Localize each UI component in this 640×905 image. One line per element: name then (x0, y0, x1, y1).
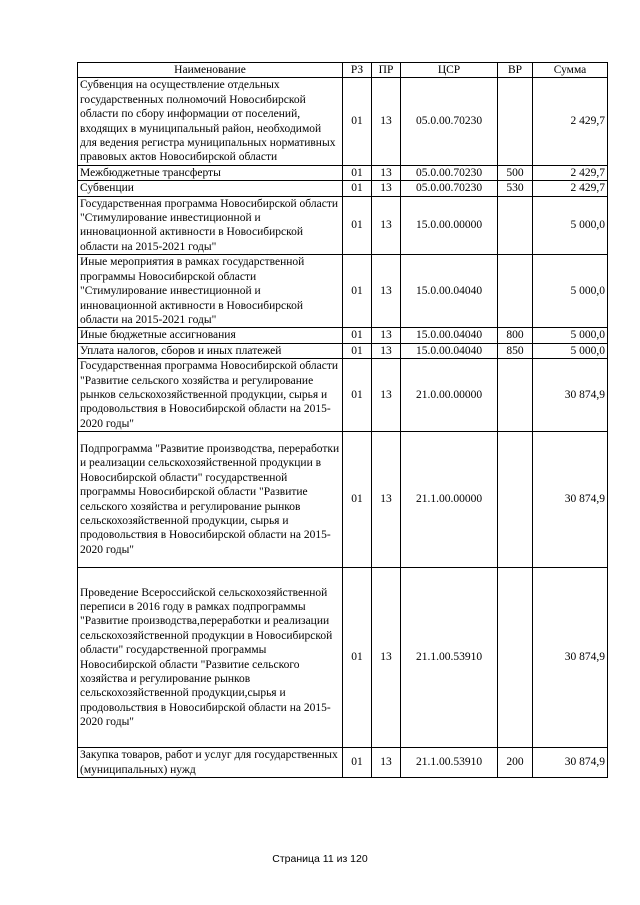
cell-sum: 5 000,0 (533, 196, 608, 255)
cell-vr: 500 (498, 165, 533, 180)
header-name: Наименование (78, 63, 343, 78)
cell-rz: 01 (343, 328, 372, 343)
table-row (78, 165, 608, 180)
cell-name: Государственная программа Новосибирской области "Развитие сельского хозяйства и регулирование рынков сельскохозяйственной продукции, сырья и продовольствия в Новосибирской области на 2015-2020 годы" (78, 359, 343, 432)
cell-csr: 21.1.00.53910 (401, 568, 498, 748)
table-row (78, 343, 608, 358)
cell-vr: 850 (498, 343, 533, 358)
table-row (78, 748, 608, 778)
cell-name: Государственная программа Новосибирской области "Стимулирование инвестиционной и инновационной активности в Новосибирской области на 2015-2021 годы" (78, 196, 343, 255)
cell-pr: 13 (372, 255, 401, 328)
cell-pr: 13 (372, 165, 401, 180)
page-number: Страница 11 из 120 (272, 853, 368, 865)
cell-rz: 01 (343, 432, 372, 568)
table-row (78, 359, 608, 432)
cell-rz: 01 (343, 255, 372, 328)
cell-vr: 530 (498, 181, 533, 196)
cell-pr: 13 (372, 748, 401, 778)
cell-vr (498, 568, 533, 748)
header-vr: ВР (498, 63, 533, 78)
cell-sum: 30 874,9 (533, 748, 608, 778)
cell-vr: 800 (498, 328, 533, 343)
cell-csr: 21.1.00.00000 (401, 432, 498, 568)
cell-rz: 01 (343, 165, 372, 180)
cell-rz: 01 (343, 359, 372, 432)
cell-csr: 15.0.00.04040 (401, 255, 498, 328)
cell-rz: 01 (343, 343, 372, 358)
header-rz: РЗ (343, 63, 372, 78)
cell-sum: 30 874,9 (533, 432, 608, 568)
table-row (78, 181, 608, 196)
table-row (78, 255, 608, 328)
cell-rz: 01 (343, 78, 372, 165)
cell-vr: 200 (498, 748, 533, 778)
cell-vr (498, 255, 533, 328)
cell-sum: 5 000,0 (533, 255, 608, 328)
cell-pr: 13 (372, 196, 401, 255)
cell-vr (498, 78, 533, 165)
cell-pr: 13 (372, 328, 401, 343)
cell-csr: 21.1.00.53910 (401, 748, 498, 778)
cell-name: Межбюджетные трансферты (78, 165, 343, 180)
header-csr: ЦСР (401, 63, 498, 78)
cell-sum: 30 874,9 (533, 359, 608, 432)
cell-rz: 01 (343, 568, 372, 748)
cell-csr: 15.0.00.04040 (401, 328, 498, 343)
budget-table (77, 62, 608, 778)
cell-name: Субвенции (78, 181, 343, 196)
cell-rz: 01 (343, 748, 372, 778)
table-row (78, 78, 608, 165)
cell-csr: 05.0.00.70230 (401, 78, 498, 165)
cell-sum: 30 874,9 (533, 568, 608, 748)
cell-pr: 13 (372, 568, 401, 748)
cell-rz: 01 (343, 181, 372, 196)
cell-csr: 05.0.00.70230 (401, 165, 498, 180)
cell-pr: 13 (372, 181, 401, 196)
table-row (78, 196, 608, 255)
cell-csr: 15.0.00.04040 (401, 343, 498, 358)
cell-sum: 5 000,0 (533, 328, 608, 343)
cell-pr: 13 (372, 343, 401, 358)
cell-name: Закупка товаров, работ и услуг для государственных (муниципальных) нужд (78, 748, 343, 778)
page-footer (0, 853, 640, 865)
table-row (78, 328, 608, 343)
table-header-row (78, 63, 608, 78)
cell-name: Иные мероприятия в рамках государственной программы Новосибирской области "Стимулирование инвестиционной и инновационной активности в Новосибирской области на 2015-2021 годы" (78, 255, 343, 328)
cell-sum: 5 000,0 (533, 343, 608, 358)
cell-sum: 2 429,7 (533, 181, 608, 196)
cell-rz: 01 (343, 196, 372, 255)
cell-pr: 13 (372, 359, 401, 432)
cell-pr: 13 (372, 432, 401, 568)
table-row (78, 568, 608, 748)
cell-csr: 21.0.00.00000 (401, 359, 498, 432)
cell-name: Уплата налогов, сборов и иных платежей (78, 343, 343, 358)
cell-vr (498, 359, 533, 432)
cell-name: Подпрограмма "Развитие производства, переработки и реализации сельскохозяйственной продукции в Новосибирской области" государственной программы Новосибирской области "Развитие сельского хозяйства и регулирование рынков сельскохозяйственной продукции, сырья и продовольствия в Новосибирской области на 2015-2020 годы" (78, 432, 343, 568)
cell-vr (498, 196, 533, 255)
cell-sum: 2 429,7 (533, 165, 608, 180)
cell-name: Проведение Всероссийской сельскохозяйственной переписи в 2016 году в рамках подпрограммы "Развитие производства,переработки и реализации сельскохозяйственной продукции в Новосибирской области" государственной программы Новосибирской области "Развитие сельского хозяйства и регулирование рынков сельскохозяйственной продукции,сырья и продовольствия в Новосибирской области на 2015-2020 годы" (78, 568, 343, 748)
cell-name: Иные бюджетные ассигнования (78, 328, 343, 343)
cell-csr: 15.0.00.00000 (401, 196, 498, 255)
cell-sum: 2 429,7 (533, 78, 608, 165)
cell-vr (498, 432, 533, 568)
cell-csr: 05.0.00.70230 (401, 181, 498, 196)
table-row (78, 432, 608, 568)
cell-pr: 13 (372, 78, 401, 165)
header-sum: Сумма (533, 63, 608, 78)
header-pr: ПР (372, 63, 401, 78)
cell-name: Субвенция на осуществление отдельных государственных полномочий Новосибирской области по сбору информации от поселений, входящих в муниципальный район, необходимой для ведения регистра муниципальных нормативных правовых актов Новосибирской области (78, 78, 343, 165)
